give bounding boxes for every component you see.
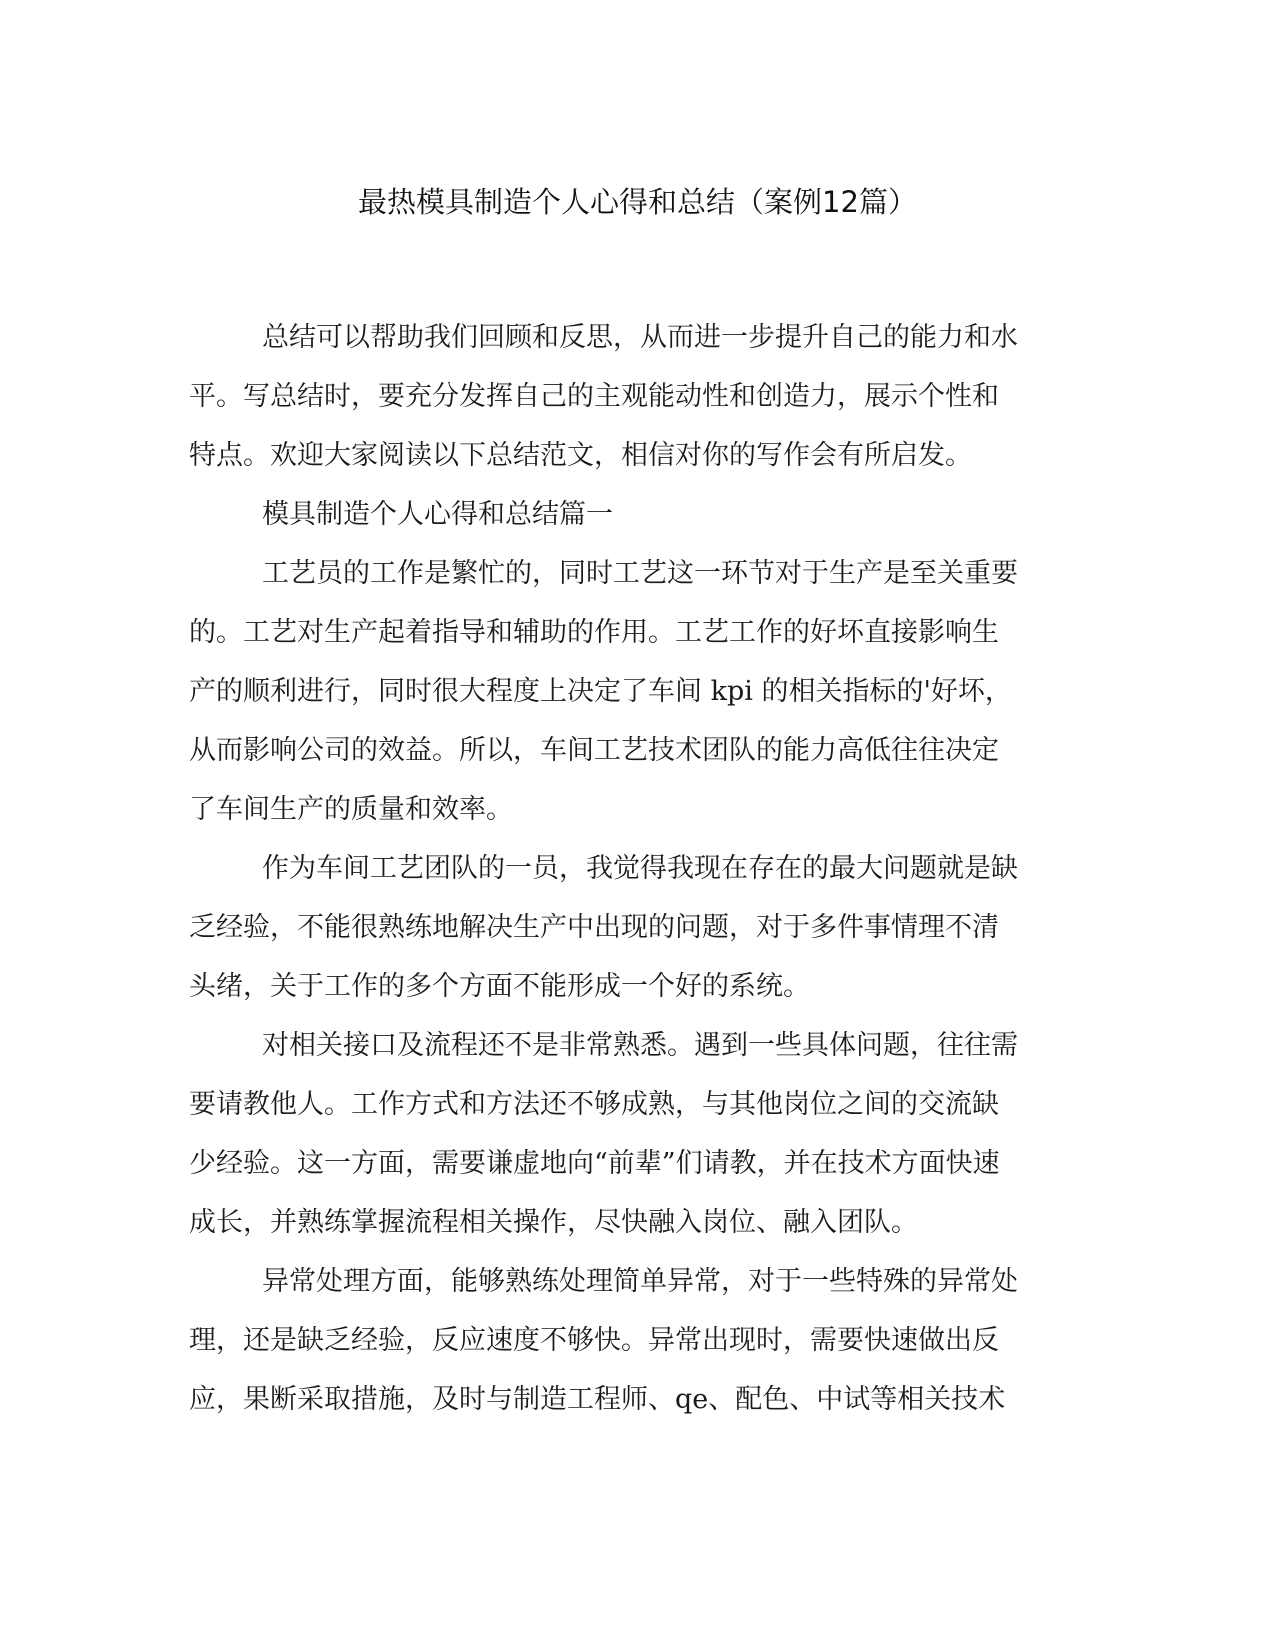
paragraph-line: 应，果断采取措施，及时与制造工程师、qe、配色、中试等相关技术	[189, 1384, 1006, 1415]
paragraph-line: 特点。欢迎大家阅读以下总结范文，相信对你的写作会有所启发。	[189, 440, 972, 471]
paragraph-line: 总结可以帮助我们回顾和反思，从而进一步提升自己的能力和水	[262, 322, 1018, 353]
paragraph-line: 少经验。这一方面，需要谦虚地向“前辈”们请教，并在技术方面快速	[189, 1148, 1000, 1179]
paragraph-line: 异常处理方面，能够熟练处理简单异常，对于一些特殊的异常处	[262, 1266, 1018, 1297]
paragraph-line: 作为车间工艺团队的一员，我觉得我现在存在的最大问题就是缺	[262, 853, 1018, 884]
document-title: 最热模具制造个人心得和总结（案例12篇）	[358, 185, 917, 219]
paragraph-line: 工艺员的工作是繁忙的，同时工艺这一环节对于生产是至关重要	[262, 558, 1018, 589]
paragraph-line: 乏经验，不能很熟练地解决生产中出现的问题，对于多件事情理不清	[189, 912, 999, 943]
section-heading: 模具制造个人心得和总结篇一	[262, 499, 613, 530]
paragraph-line: 的。工艺对生产起着指导和辅助的作用。工艺工作的好坏直接影响生	[189, 617, 999, 648]
paragraph-line: 从而影响公司的效益。所以，车间工艺技术团队的能力高低往往决定	[189, 735, 999, 766]
paragraph-line: 平。写总结时，要充分发挥自己的主观能动性和创造力，展示个性和	[189, 381, 999, 412]
paragraph-line: 了车间生产的质量和效率。	[189, 794, 513, 825]
paragraph-line: 头绪，关于工作的多个方面不能形成一个好的系统。	[189, 971, 810, 1002]
paragraph-line: 产的顺利进行，同时很大程度上决定了车间 kpi 的相关指标的'好坏，	[189, 676, 1012, 707]
paragraph-line: 成长，并熟练掌握流程相关操作，尽快融入岗位、融入团队。	[189, 1207, 918, 1238]
paragraph-line: 对相关接口及流程还不是非常熟悉。遇到一些具体问题，往往需	[262, 1030, 1018, 1061]
paragraph-line: 要请教他人。工作方式和方法还不够成熟，与其他岗位之间的交流缺	[189, 1089, 999, 1120]
paragraph-line: 理，还是缺乏经验，反应速度不够快。异常出现时，需要快速做出反	[189, 1325, 999, 1356]
